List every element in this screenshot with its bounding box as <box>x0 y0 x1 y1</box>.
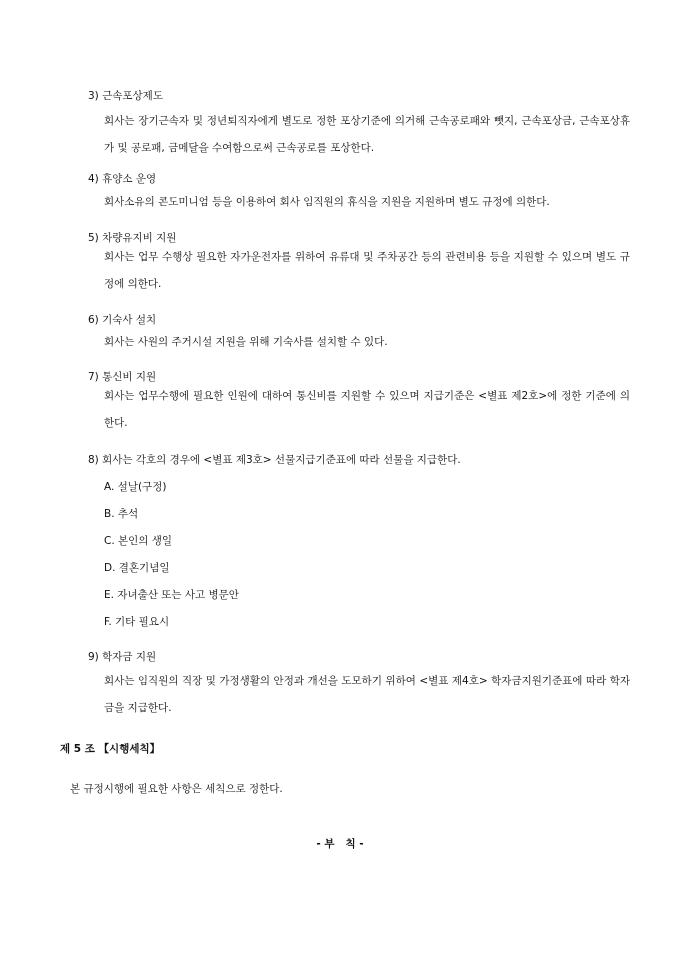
gift-list-item: D. 결혼기념일 <box>104 562 170 574</box>
item-3-heading: 3) 근속포상제도 <box>88 90 163 102</box>
article-5-body: 본 규정시행에 필요한 사항은 세칙으로 정한다. <box>70 783 283 795</box>
gift-list-item: F. 기타 필요시 <box>104 616 170 628</box>
item-7-body: 회사는 업무수행에 필요한 인원에 대하여 통신비를 지원할 수 있으며 지급기준은 <별표 제2호>에 정한 기준에 의한다. <box>104 390 630 429</box>
gift-list-item: A. 설날(구정) <box>104 481 167 493</box>
item-4-body: 회사소유의 콘도미니엄 등을 이용하여 회사 임직원의 휴식을 지원을 지원하며 별도 규정에 의한다. <box>104 196 550 208</box>
gift-list-item: B. 추석 <box>104 508 139 520</box>
item-5-body: 회사는 업무 수행상 필요한 자가운전자를 위하여 유류대 및 주차공간 등의 관련비용 등을 지원할 수 있으며 별도 규정에 의한다. <box>104 251 630 290</box>
gift-list-item: C. 본인의 생일 <box>104 535 173 547</box>
item-3-body: 회사는 장기근속자 및 정년퇴직자에게 별도로 정한 포상기준에 의거해 근속공로패와 뺏지, 근속포상금, 근속포상휴가 및 공로패, 금메달을 수여함으로써 근속공로를 포상한다. <box>104 115 630 154</box>
item-4-heading: 4) 휴양소 운영 <box>88 173 157 185</box>
gift-list-item: E. 자녀출산 또는 사고 병문안 <box>104 589 239 601</box>
addendum-heading: - 부 칙 - <box>316 838 364 850</box>
item-8-heading: 8) 회사는 각호의 경우에 <별표 제3호> 선물지급기준표에 따라 선물을 지급한다. <box>88 454 461 466</box>
item-6-heading: 6) 기숙사 설치 <box>88 314 157 326</box>
item-9-body: 회사는 임직원의 직장 및 가정생활의 안정과 개선을 도모하기 위하여 <별표 제4호> 학자금지원기준표에 따라 학자금을 지급한다. <box>104 675 630 714</box>
article-5-title: 제 5 조 【시행세칙】 <box>60 743 161 755</box>
item-9-heading: 9) 학자금 지원 <box>88 651 157 663</box>
item-6-body: 회사는 사원의 주거시설 지원을 위해 기숙사를 설치할 수 있다. <box>104 336 388 348</box>
item-7-heading: 7) 통신비 지원 <box>88 371 157 383</box>
item-5-heading: 5) 차량유지비 지원 <box>88 232 177 244</box>
